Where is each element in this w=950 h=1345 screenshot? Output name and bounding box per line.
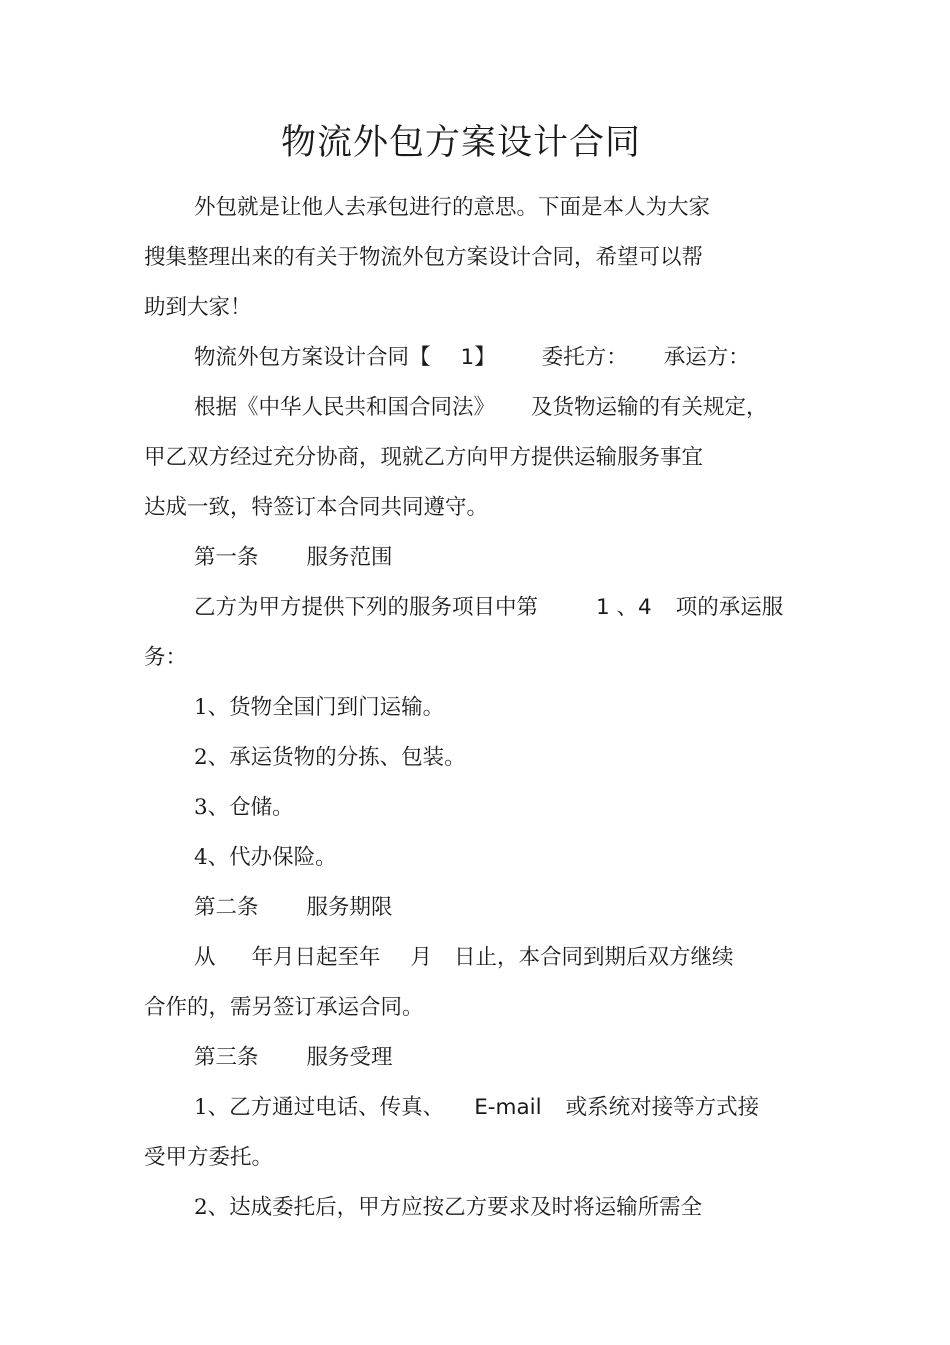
article-1-item: 4、代办保险。 xyxy=(194,845,337,870)
article-1-item: 2、承运货物的分拣、包装。 xyxy=(194,745,466,770)
intro-line-3: 助到大家！ xyxy=(144,295,252,320)
article-2-title: 服务期限 xyxy=(306,895,393,920)
article-2-body xyxy=(194,943,734,973)
article-2-heading xyxy=(194,893,393,923)
article-3-item-2: 2、达成委托后，甲方应按乙方要求及时将运输所需全 xyxy=(194,1195,703,1220)
article-3-item-1-part-b: 或系统对接等方式接 xyxy=(565,1095,760,1120)
article-2-body-part-c: 月 xyxy=(410,945,433,970)
article-3-title: 服务受理 xyxy=(306,1045,393,1070)
article-1-body xyxy=(194,593,783,623)
article-2-body-part-b: 年月日起至年 xyxy=(251,945,381,970)
article-3-item-1-cont: 受甲方委托。 xyxy=(144,1145,274,1170)
article-3-label: 第三条 xyxy=(194,1045,259,1070)
article-1-item: 1、货物全国门到门运输。 xyxy=(194,695,445,720)
article-3-heading xyxy=(194,1043,393,1073)
article-1-item: 3、仓储。 xyxy=(194,795,294,820)
article-3-item-1-email: E-mail xyxy=(474,1095,542,1120)
document-title: 物流外包方案设计合同 xyxy=(280,123,641,163)
article-1-heading xyxy=(194,543,393,573)
preamble-line-2: 甲乙双方经过充分协商，现就乙方向甲方提供运输服务事宜 xyxy=(144,445,704,470)
contract-heading-line xyxy=(194,343,750,373)
preamble-line-1-part-a: 根据《中华人民共和国合同法》 xyxy=(194,395,496,420)
party-b-label: 承运方： xyxy=(663,345,750,370)
article-1-title: 服务范围 xyxy=(306,545,393,570)
preamble-line-1 xyxy=(194,393,768,423)
article-2-body-cont: 合作的，需另签订承运合同。 xyxy=(144,995,424,1020)
article-1-label: 第一条 xyxy=(194,545,259,570)
preamble-line-3: 达成一致，特签订本合同共同遵守。 xyxy=(144,495,489,520)
article-2-body-part-d: 日止，本合同到期后双方继续 xyxy=(454,945,734,970)
article-1-item-numbers: 1 、4 xyxy=(596,595,652,620)
article-1-body-cont: 务： xyxy=(144,645,188,670)
article-2-label: 第二条 xyxy=(194,895,259,920)
intro-line-2: 搜集整理出来的有关于物流外包方案设计合同，希望可以帮 xyxy=(144,245,704,270)
preamble-line-1-part-b: 及货物运输的有关规定， xyxy=(531,395,768,420)
contract-number: 1】 xyxy=(460,345,496,370)
article-3-item-1 xyxy=(194,1093,759,1123)
article-3-item-1-part-a: 1、乙方通过电话、传真、 xyxy=(194,1095,445,1120)
article-2-body-part-a: 从 xyxy=(194,945,216,970)
article-1-body-part-a: 乙方为甲方提供下列的服务项目中第 xyxy=(194,595,539,620)
contract-name: 物流外包方案设计合同【 xyxy=(194,345,431,370)
intro-line-1: 外包就是让他人去承包进行的意思。下面是本人为大家 xyxy=(194,195,711,220)
article-1-body-part-b: 项的承运服 xyxy=(675,595,784,620)
party-a-label: 委托方： xyxy=(541,345,628,370)
